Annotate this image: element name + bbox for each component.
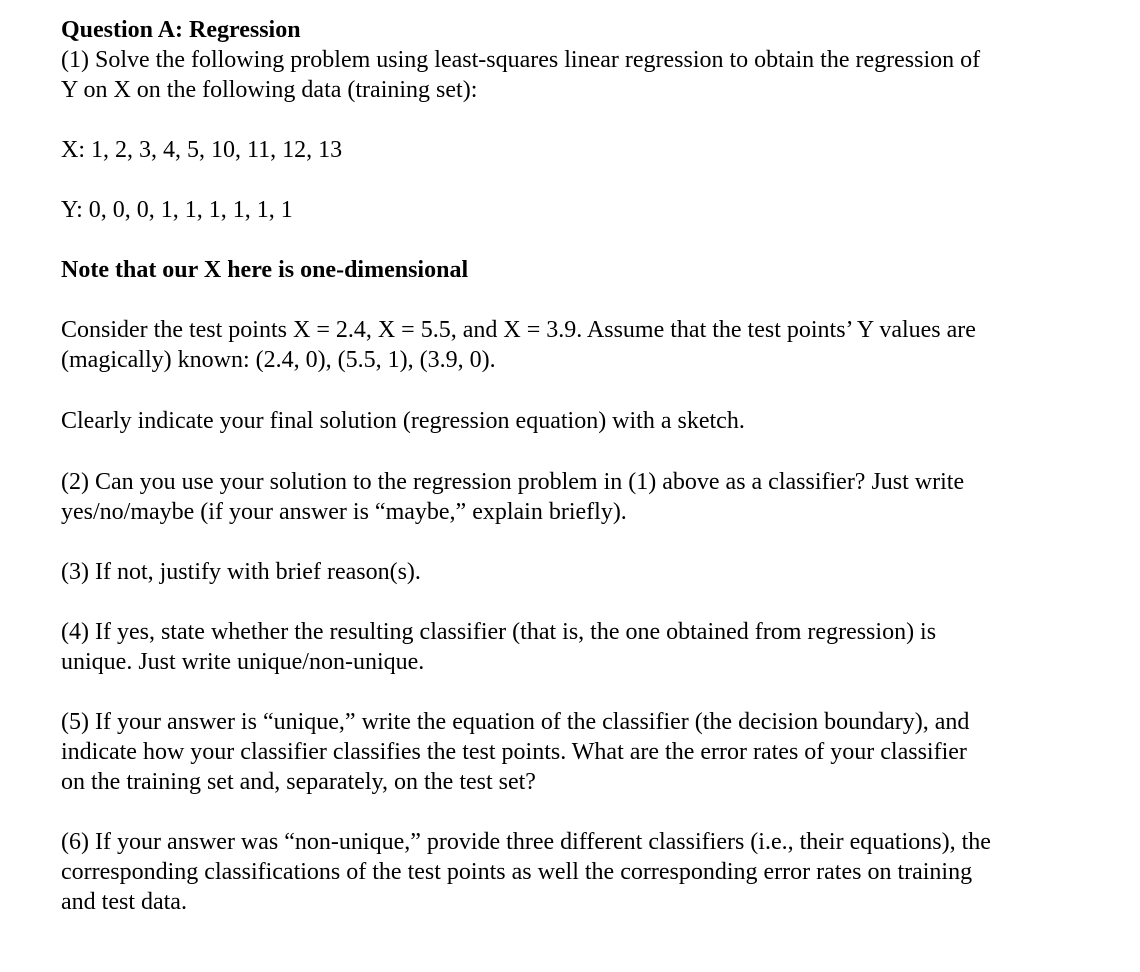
q2-line-2: yes/no/maybe (if your answer is “maybe,” explain briefly). xyxy=(61,499,627,525)
sketch-instruction: Clearly indicate your final solution (regression equation) with a sketch. xyxy=(61,408,745,434)
q4-line-1: (4) If yes, state whether the resulting classifier (that is, the one obtained from regression) is xyxy=(61,619,937,645)
q5-line-3: on the training set and, separately, on the test set? xyxy=(61,769,536,795)
data-x-values: X: 1, 2, 3, 4, 5, 10, 11, 12, 13 xyxy=(61,137,343,163)
test-points-line-2: (magically) known: (2.4, 0), (5.5, 1), (3.9, 0). xyxy=(61,347,496,373)
q4-line-2: unique. Just write unique/non-unique. xyxy=(61,649,425,675)
q1-line-2: Y on X on the following data (training set): xyxy=(61,77,478,103)
data-y-values: Y: 0, 0, 0, 1, 1, 1, 1, 1, 1 xyxy=(61,197,293,223)
q5-line-2: indicate how your classifier classifies the test points. What are the error rates of your classifier xyxy=(61,739,967,765)
q2-line-1: (2) Can you use your solution to the regression problem in (1) above as a classifier? Just write xyxy=(61,469,965,495)
test-points-line-1: Consider the test points X = 2.4, X = 5.5, and X = 3.9. Assume that the test points’ Y values are xyxy=(61,317,976,343)
q6-line-1: (6) If your answer was “non-unique,” provide three different classifiers (i.e., their equations), the xyxy=(61,829,991,855)
q1-line-1: (1) Solve the following problem using least-squares linear regression to obtain the regression of xyxy=(61,47,981,73)
q6-line-2: corresponding classifications of the test points as well the corresponding error rates on training xyxy=(61,859,973,885)
q6-line-3: and test data. xyxy=(61,889,187,915)
question-title: Question A: Regression xyxy=(61,17,301,43)
q5-line-1: (5) If your answer is “unique,” write the equation of the classifier (the decision boundary), and xyxy=(61,709,970,735)
q3-line: (3) If not, justify with brief reason(s). xyxy=(61,559,421,585)
dimension-note: Note that our X here is one-dimensional xyxy=(61,257,469,283)
